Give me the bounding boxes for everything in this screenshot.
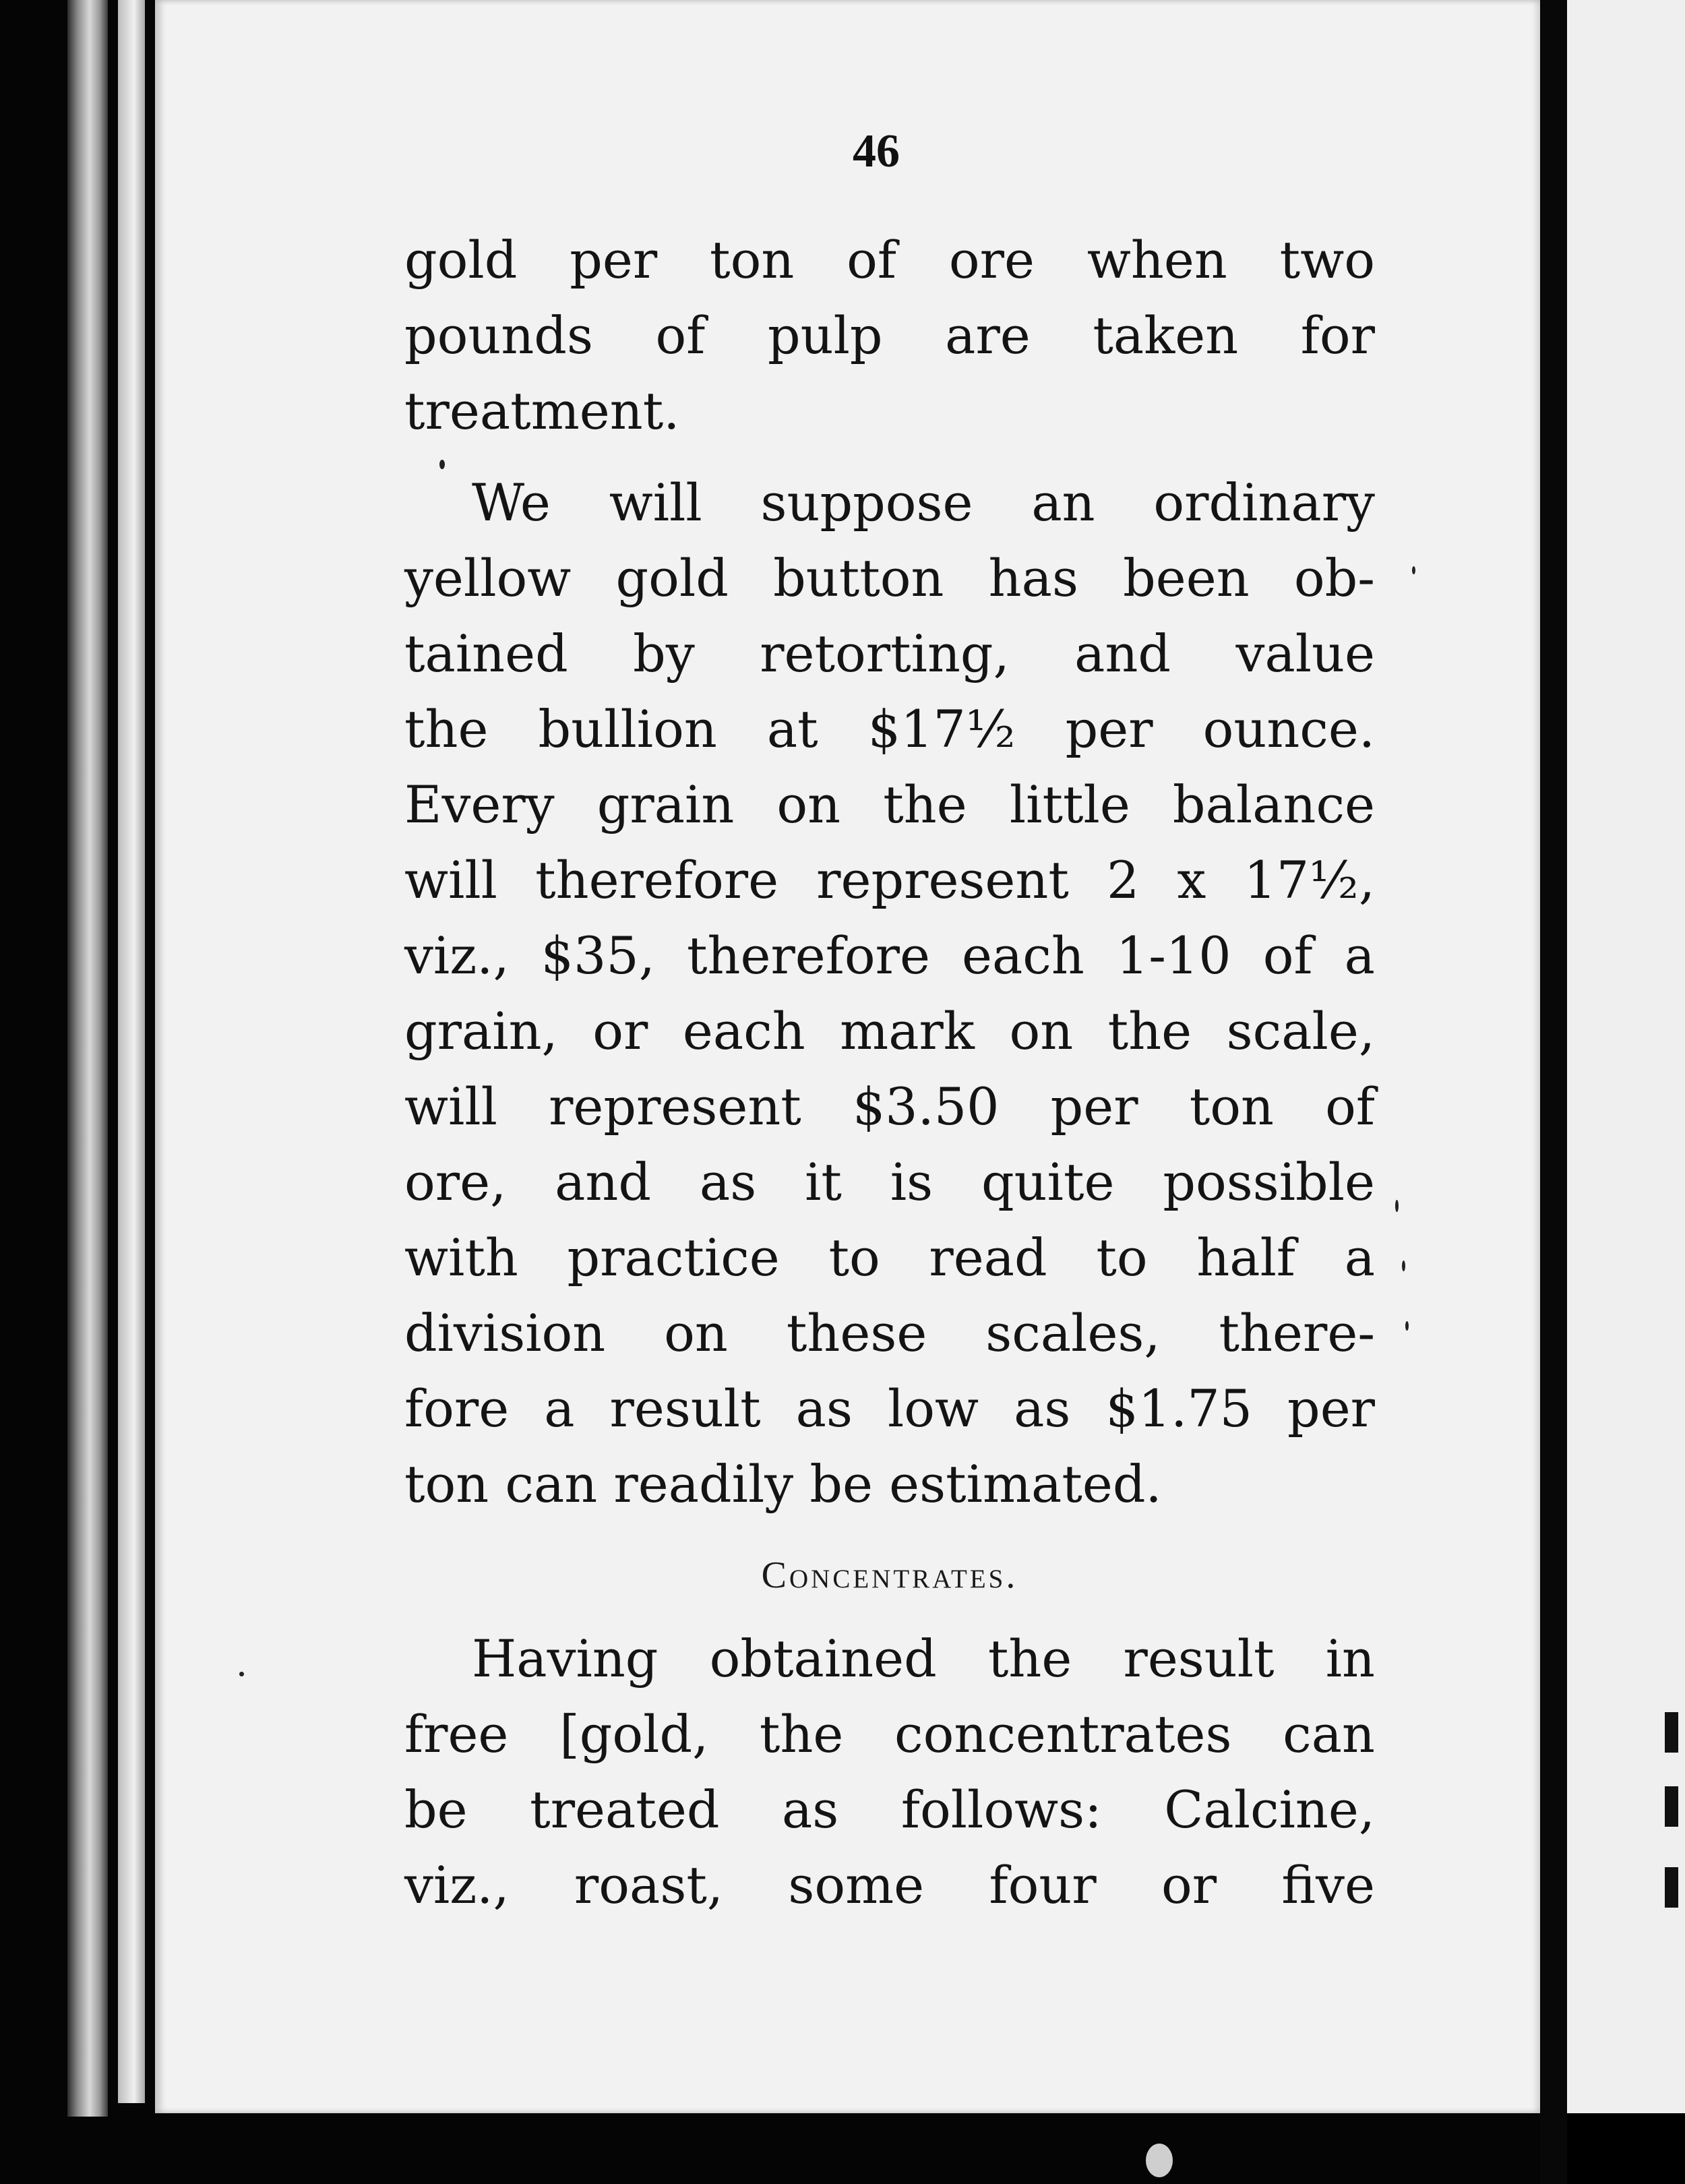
facing-page-fragment	[1665, 1712, 1678, 1753]
text-line: grain, or each mark on the scale,	[404, 1001, 1375, 1061]
text-line: viz., roast, some four or five	[404, 1855, 1375, 1915]
text-line: be treated as follows: Calcine,	[404, 1780, 1375, 1840]
paragraph-2	[404, 465, 1375, 1522]
text-line: gold per ton of ore when two	[404, 230, 1375, 290]
text-line: free [gold, the concentrates can	[404, 1704, 1375, 1764]
scan-speck	[239, 1672, 244, 1676]
text-line: ore, and as it is quite possible	[404, 1152, 1375, 1212]
section-heading: Concentrates.	[761, 1554, 1018, 1596]
book-spine-edge	[67, 0, 108, 2117]
facing-page-fragment	[1665, 1786, 1678, 1827]
text-line: will represent $3.50 per ton of	[404, 1076, 1375, 1136]
text-line: the bullion at $17½ per ounce.	[404, 699, 1375, 759]
text-line: tained by retorting, and value	[404, 624, 1375, 684]
page-number: 46	[853, 125, 900, 177]
scan-speck	[1146, 2144, 1173, 2177]
text-line: division on these scales, there-	[404, 1303, 1375, 1363]
page-gap	[1540, 0, 1567, 2184]
text-line: Having obtained the result in	[472, 1629, 1375, 1689]
scan-bottom-edge	[155, 2113, 1540, 2184]
facing-page-fragment	[1665, 1867, 1678, 1908]
text-line: fore a result as low as $1.75 per	[404, 1378, 1375, 1438]
paragraph-1	[404, 222, 1375, 449]
paragraph-3	[404, 1621, 1375, 1923]
scan-speck	[1395, 1200, 1399, 1212]
text-line: viz., $35, therefore each 1-10 of a	[404, 926, 1375, 985]
scan-speck	[1405, 1321, 1409, 1331]
scan-speck	[439, 460, 445, 469]
text-line: will therefore represent 2 x 17½,	[404, 850, 1375, 910]
scan-speck	[1412, 566, 1415, 574]
book-spine-edge-inner	[118, 0, 145, 2103]
scan-speck	[1402, 1261, 1405, 1271]
text-line: pounds of pulp are taken for	[404, 305, 1375, 365]
text-line: We will suppose an ordinary	[472, 473, 1375, 533]
text-line: treatment.	[404, 381, 680, 441]
text-line: Every grain on the little balance	[404, 775, 1375, 835]
text-line: yellow gold button has been ob-	[404, 548, 1375, 608]
text-line: with practice to read to half a	[404, 1227, 1375, 1287]
text-line: ton can readily be estimated.	[404, 1454, 1162, 1514]
